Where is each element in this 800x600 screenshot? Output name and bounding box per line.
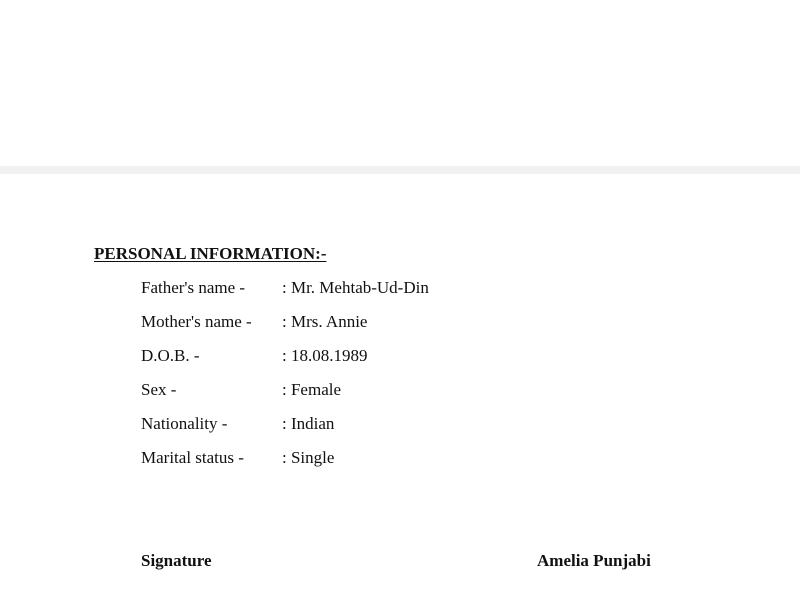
- field-value: : 18.08.1989: [282, 346, 368, 365]
- field-value: : Mrs. Annie: [282, 312, 368, 331]
- field-label: Mother's name -: [141, 312, 252, 331]
- field-value: : Mr. Mehtab-Ud-Din: [282, 278, 429, 297]
- field-label: Sex -: [141, 380, 177, 399]
- personal-information-heading: PERSONAL INFORMATION:-: [94, 244, 327, 263]
- previous-page-area: [0, 0, 800, 166]
- field-label: Nationality -: [141, 414, 228, 433]
- current-page-area: [0, 174, 800, 600]
- field-value: : Female: [282, 380, 342, 399]
- page-separator: [0, 166, 800, 174]
- field-value: : Single: [282, 448, 335, 467]
- field-label: D.O.B. -: [141, 346, 200, 365]
- signature-label: Signature: [141, 551, 212, 570]
- field-value: : Indian: [282, 414, 335, 433]
- signatory-name: Amelia Punjabi: [537, 551, 651, 570]
- field-label: Father's name -: [141, 278, 246, 297]
- field-label: Marital status -: [141, 448, 244, 467]
